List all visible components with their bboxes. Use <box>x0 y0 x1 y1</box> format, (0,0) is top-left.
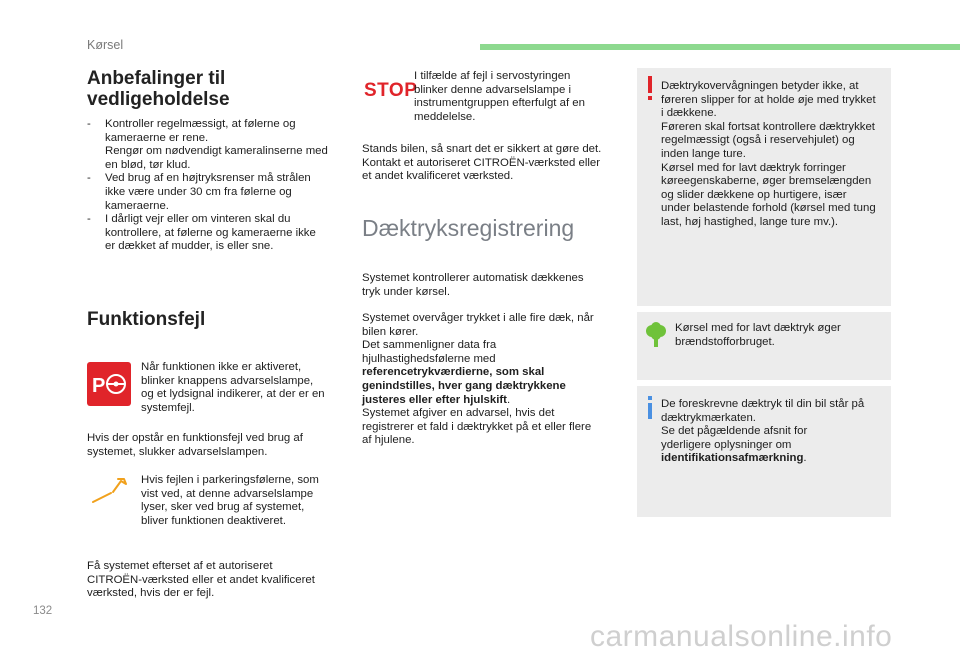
stop-warning-text: I tilfælde af fejl i servostyringen blinker denne advarselslampe i instrumentgruppen efterfulgt af en meddelelse. <box>414 70 585 123</box>
stop-paragraph: Stands bilen, så snart det er sikkert at gøre det. Kontakt et autoriseret CITROËN-værksted eller et andet kvalificeret værksted. <box>362 143 602 183</box>
page-number: 132 <box>33 605 53 617</box>
warning-text: Dæktrykovervågningen betyder ikke, at føreren slipper for at holde øje med trykket i dækkene. Føreren skal fortsat kontrollere dæktrykket regelmæssigt (også i reservehjulet) og inden lange ture. Kørsel med for lavt dæktryk forringer køreegenskaberne, øger bremselængden og slider dækkene op hurtigere, især under belastende forhold (kørsel med tung last, høj hastighed, lange ture mv.). <box>661 80 876 228</box>
wrench-warning-text: Hvis fejlen i parkeringsfølerne, som vist ved, at denne advarselslampe lyser, sker ved brug af systemet, bliver funktionen deaktiveret. <box>141 474 319 527</box>
eco-text: Kørsel med for lavt dæktryk øger brændstofforbruget. <box>675 322 841 348</box>
info-text: De foreskrevne dæktryk til din bil står på dæktrykmærkaten. Se det pågældende afsnit for yderligere oplysninger om identifikationsafmærkning. <box>661 398 865 465</box>
tyre-paragraph-1: Systemet kontrollerer automatisk dækkenes tryk under kørsel. <box>362 272 584 298</box>
maintenance-list <box>87 118 349 254</box>
maintenance-title <box>87 68 337 110</box>
svg-text:P: P <box>92 375 106 397</box>
list-item: - I dårligt vejr eller om vinteren skal du kontrollere, at følerne og kameraerne ikke er dækket af mudder, is eller sne. <box>87 213 316 253</box>
exclamation-icon <box>646 76 654 102</box>
wrench-icon <box>91 475 129 505</box>
list-item: - Ved brug af en højtryksrenser må strålen ikke være under 30 cm fra følerne og kameraerne. <box>87 172 311 212</box>
parking-warning-text: Når funktionen ikke er aktiveret, blinker knappens advarselslampe, og et lydsignal indikerer, at der er en systemfejl. <box>141 361 325 414</box>
list-item: - Kontroller regelmæssigt, at følerne og kameraerne er rene. Rengør om nødvendigt kameralinserne med en blød, tør klud. <box>87 118 328 171</box>
tyre-pressure-title: Dæktryksregistrering <box>362 215 575 241</box>
maintenance-title-line2: vedligeholdelse <box>87 89 230 110</box>
tree-icon <box>645 322 667 348</box>
tyre-paragraph-2: Systemet overvåger trykket i alle fire dæk, når bilen kører. Det sammenligner data fra hjulhastighedsfølerne med referencetrykværdierne, som skal genindstilles, hver gang dæktrykkene justeres eller efter hjulskift. Systemet afgiver en advarsel, hvis det registrerer et fald i dæktrykket på et eller flere af hjulene. <box>362 312 594 447</box>
parking-warning-icon <box>87 362 131 406</box>
fault-title: Funktionsfejl <box>87 309 206 330</box>
stop-warning-icon: STOP <box>364 80 418 101</box>
info-icon <box>646 396 654 420</box>
service-paragraph: Få systemet efterset af et autoriseret CITROËN-værksted eller et andet kvalificeret værksted, hvis der er fejl. <box>87 560 315 600</box>
maintenance-title-line1: Anbefalinger til <box>87 68 226 89</box>
watermark: carmanualsonline.info <box>590 620 893 653</box>
section-label: Kørsel <box>87 38 124 52</box>
header-accent-bar <box>480 44 960 50</box>
fault-paragraph: Hvis der opstår en funktionsfejl ved brug af systemet, slukker advarselslampen. <box>87 432 303 458</box>
